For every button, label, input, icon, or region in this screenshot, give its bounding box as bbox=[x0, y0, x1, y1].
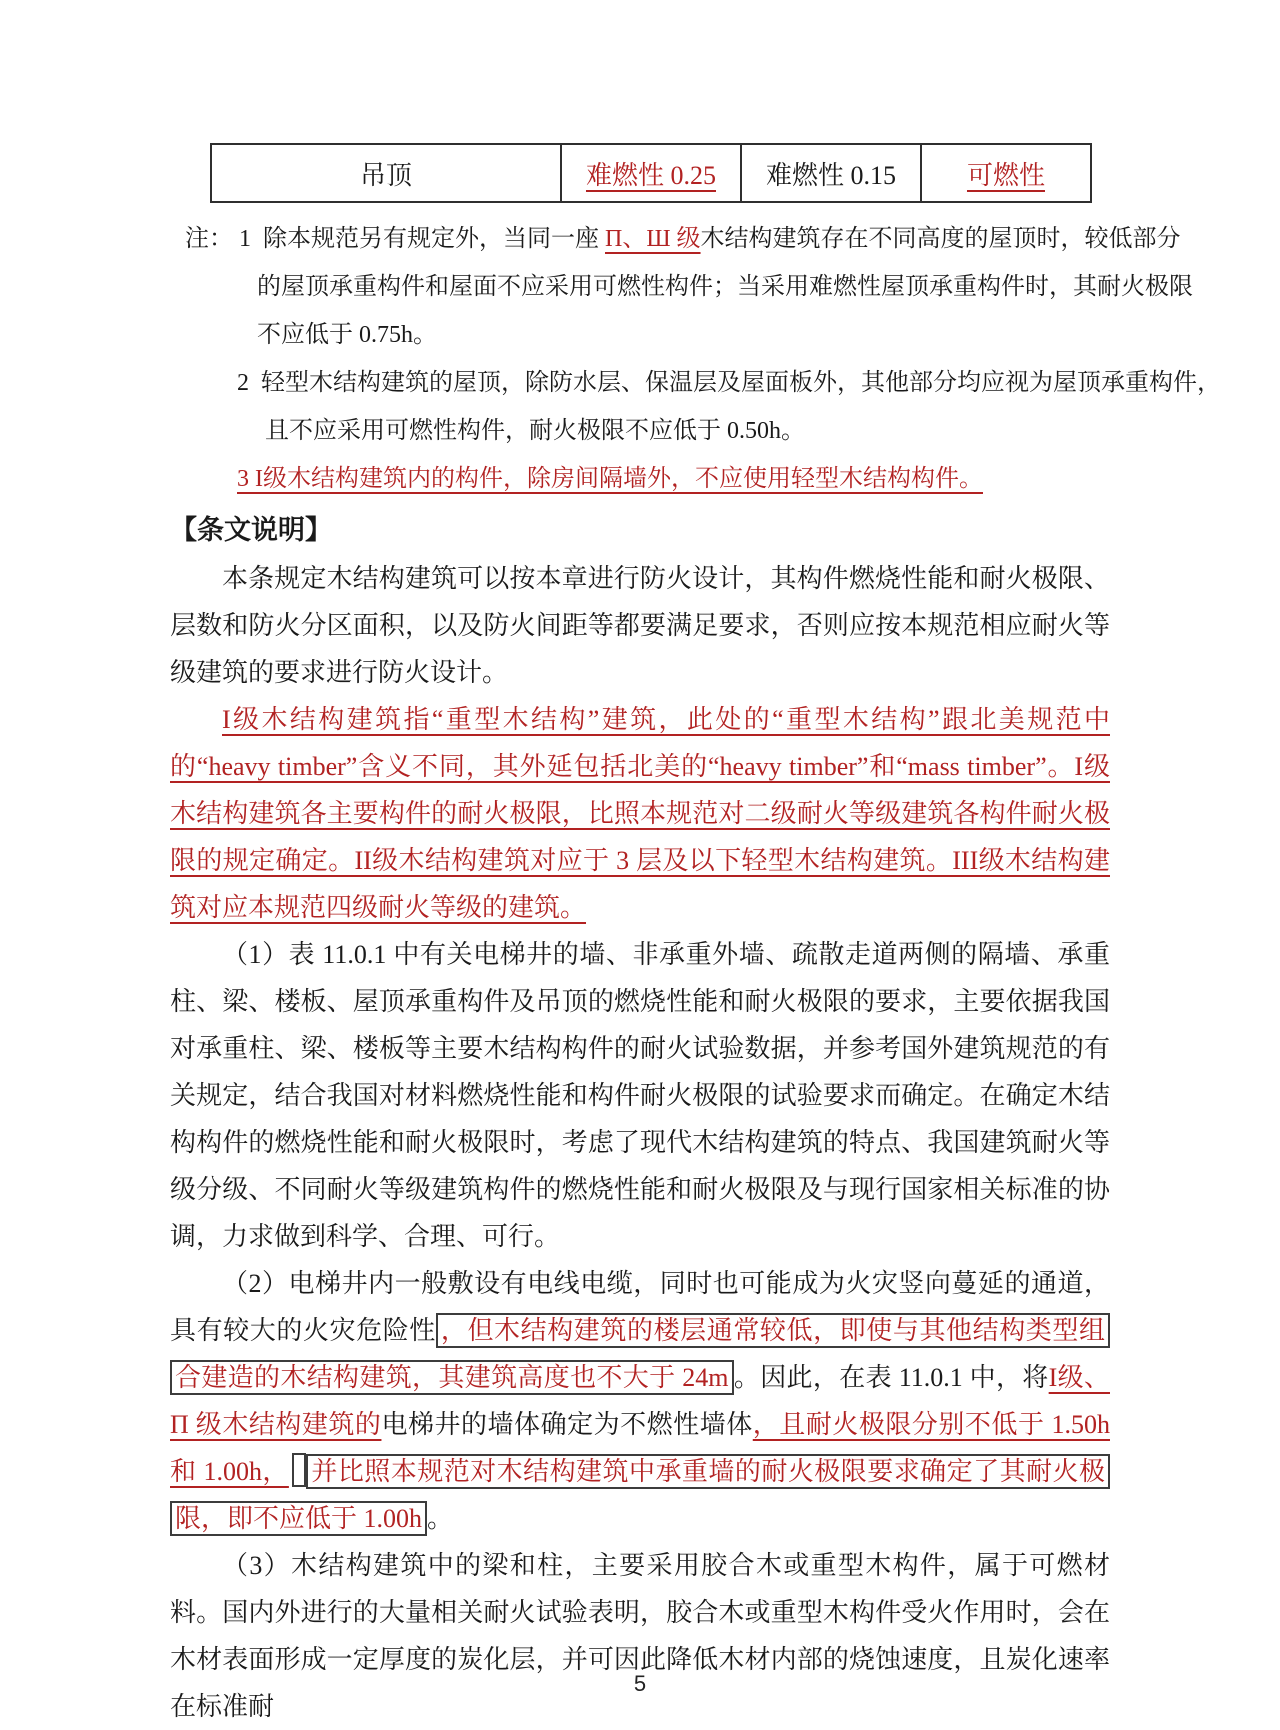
item-2-seg-3: 。因此，在表 11.0.1 中，将 bbox=[733, 1363, 1049, 1392]
paragraph-timber-classes bbox=[170, 696, 1110, 931]
empty-box-mark bbox=[292, 1453, 306, 1487]
cell-rating-1 bbox=[561, 144, 741, 202]
cell-rating-3 bbox=[921, 144, 1091, 202]
item-2-seg-1: （2）电梯井内一般敷设有电线电缆，同时也可能成为火灾竖向蔓延的通道，具有较大的火灾危险性 bbox=[170, 1269, 1110, 1345]
note-1-line-1 bbox=[170, 215, 1181, 263]
item-2-red-underline-1: I级、Π 级木结构建筑的 bbox=[170, 1363, 1110, 1439]
notes-section bbox=[170, 215, 1221, 503]
note-2-line-1: 2 轻型木结构建筑的屋顶，除防水层、保温层及屋面板外，其他部分均应视为屋顶承重构件， bbox=[237, 370, 1221, 396]
table-row bbox=[211, 144, 1091, 202]
cell-rating-2: 难燃性 0.15 bbox=[741, 144, 921, 202]
item-2-seg-8: 。 bbox=[427, 1504, 454, 1533]
item-2-boxed-insert-1: ，但木结构建筑的楼层通常较低，即使与其他结构类型组合建造的木结构建筑，其建筑高度也不大于 24m bbox=[170, 1313, 1110, 1395]
cell-ceiling-label: 吊顶 bbox=[211, 144, 561, 202]
paragraph-item-1: （1）表 11.0.1 中有关电梯井的墙、非承重外墙、疏散走道两侧的隔墙、承重柱、梁、楼板、屋顶承重构件及吊顶的燃烧性能和耐火极限的要求，主要依据我国对承重柱、梁、楼板等主要木结构构件的耐火试验数据，并参考国外建筑规范的有关规定，结合我国对材料燃烧性能和构件耐火极限的试验要求而确定。在确定木结构构件的燃烧性能和耐火极限时，考虑了现代木结构建筑的特点、我国建筑耐火等级分级、不同耐火等级建筑构件的燃烧性能和耐火极限及与现行国家相关标准的协调，力求做到科学、合理、可行。 bbox=[170, 940, 1110, 1251]
note-1-line-3: 不应低于 0.75h。 bbox=[257, 322, 437, 348]
paragraph-overview: 本条规定木结构建筑可以按本章进行防火设计，其构件燃烧性能和耐火极限、层数和防火分区面积，以及防火间距等都要满足要求，否则应按本规范相应耐火等级建筑的要求进行防火设计。 bbox=[170, 564, 1110, 687]
note-1-line-1-post: 木结构建筑存在不同高度的屋顶时，较低部分 bbox=[700, 226, 1181, 252]
note-1-line-2: 的屋顶承重构件和屋面不应采用可燃性构件；当采用难燃性屋顶承重构件时，其耐火极限 bbox=[257, 274, 1193, 300]
item-2-seg-5: 电梯井的墙体确定为不燃性墙体 bbox=[381, 1410, 753, 1439]
note-2-line-2: 且不应采用可燃性构件，耐火极限不应低于 0.50h。 bbox=[265, 418, 805, 444]
item-2-boxed-insert-2: 并比照本规范对木结构建筑中承重墙的耐火极限要求确定了其耐火极限，即不应低于 1.00h bbox=[170, 1454, 1110, 1536]
section-heading: 【条文说明】 bbox=[170, 515, 332, 545]
note-1-line-1-pre: 注： 1 除本规范另有规定外，当同一座 bbox=[185, 226, 605, 252]
rating-3-text: 可燃性 bbox=[966, 160, 1045, 190]
paragraph-item-3: （3）木结构建筑中的梁和柱，主要采用胶合木或重型木构件，属于可燃材料。国内外进行的大量相关耐火试验表明，胶合木或重型木构件受火作用时，会在木材表面形成一定厚度的炭化层，并可因此降低木材内部的烧蚀速度，且炭化速率在标准耐 bbox=[170, 1551, 1110, 1721]
note-3-red-text: 3 I级木结构建筑内的构件，除房间隔墙外，不应使用轻型木结构构件。 bbox=[237, 466, 983, 492]
note-1-line-1-red: Π、Ш 级 bbox=[605, 226, 701, 252]
commentary-body bbox=[170, 555, 1110, 1730]
timber-classes-red-text: I级木结构建筑指“重型木结构”建筑，此处的“重型木结构”跟北美规范中的“heavy timber”含义不同，其外延包括北美的“heavy timber”和“mass timber”。I级木结构建筑各主要构件的耐火极限，比照本规范对二级耐火等级建筑各构件耐火极限的规定确定。II级木结构建筑对应于 3 层及以下轻型木结构建筑。III级木结构建筑对应本规范四级耐火等级的建筑。 bbox=[170, 705, 1110, 922]
rating-1-text: 难燃性 0.25 bbox=[585, 160, 716, 190]
item-2-red-underline-2: ，且耐火极限分别不低于 1.50h 和 1.00h， bbox=[170, 1410, 1110, 1486]
paragraph-item-2 bbox=[170, 1260, 1110, 1542]
page-number: 5 bbox=[633, 1671, 647, 1696]
fire-rating-table bbox=[210, 143, 1092, 203]
note-3-line bbox=[170, 455, 1110, 503]
